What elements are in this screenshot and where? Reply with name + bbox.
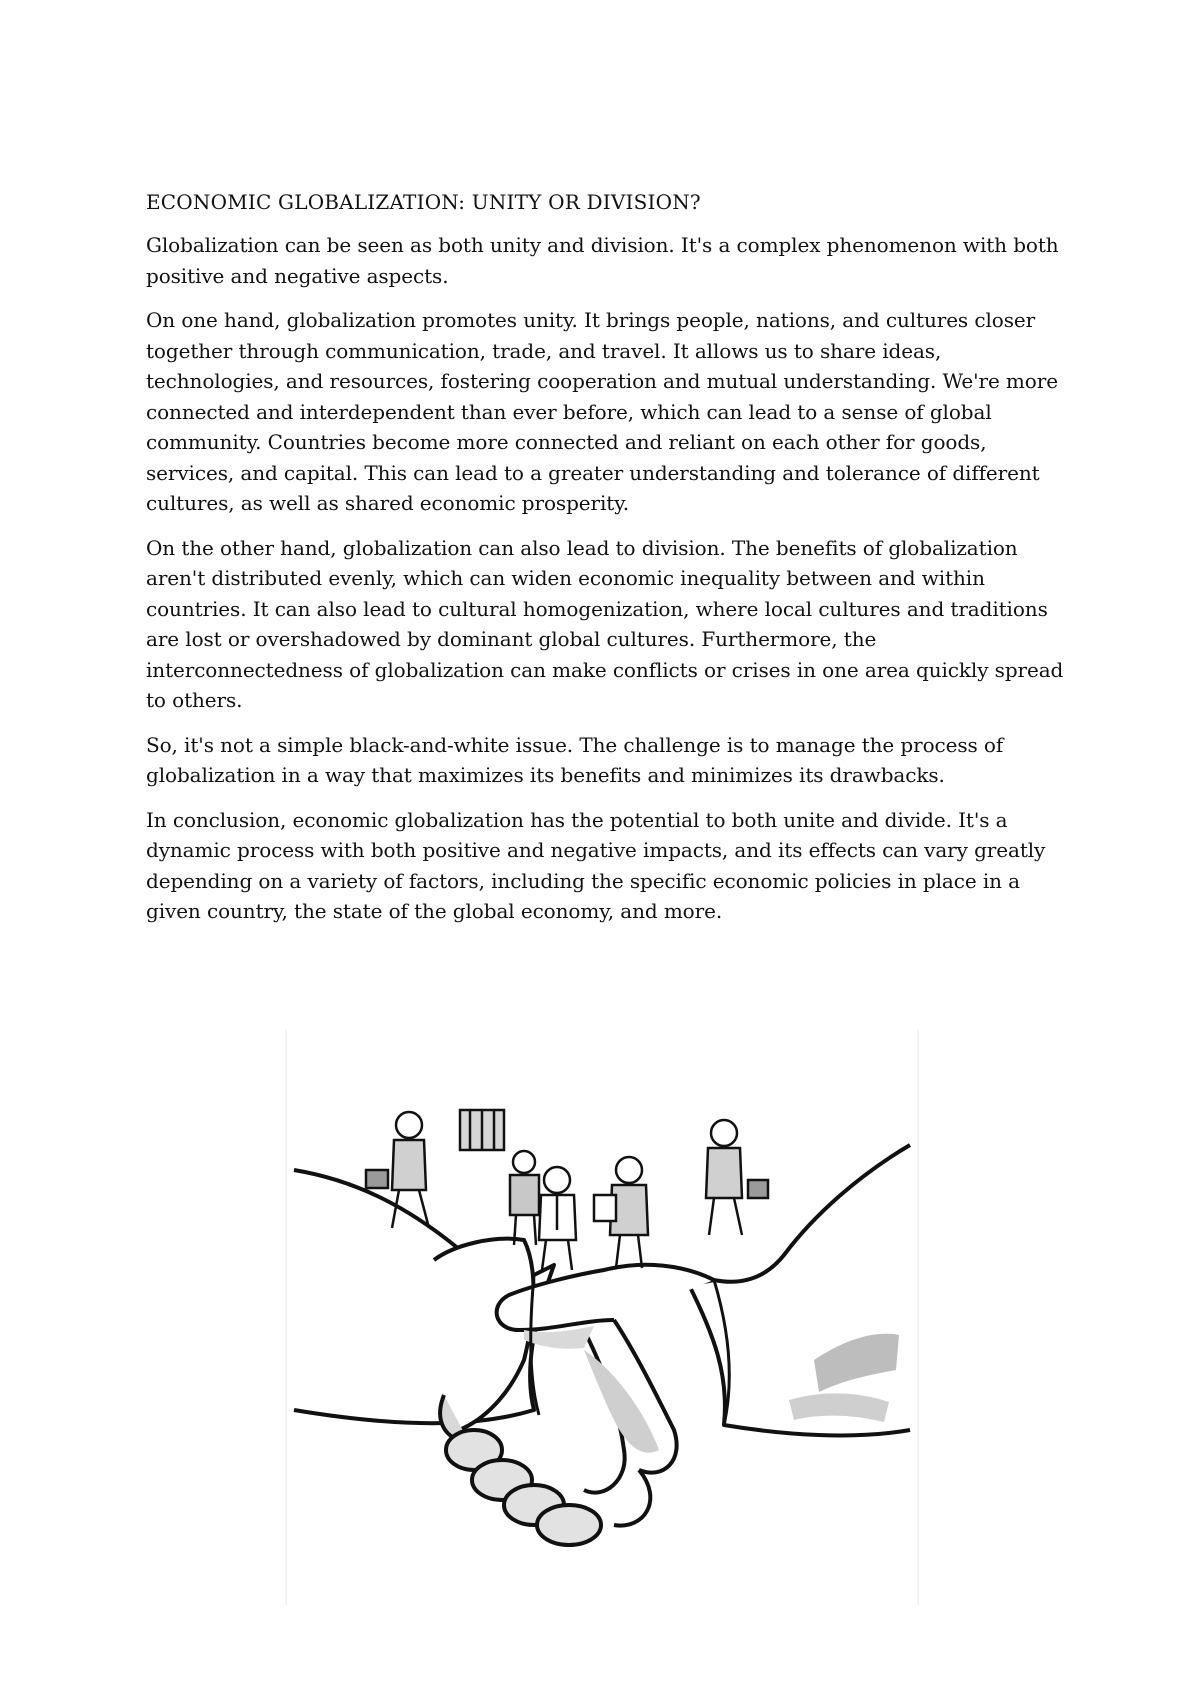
document-body: [146, 188, 1066, 941]
paragraph-division: On the other hand, globalization can also lead to division. The benefits of globalization aren't distributed evenly, which can widen economic inequality between and within countries. It can also lead to cultural homogenization, where local cultures and traditions are lost or overshadowed by dominant global cultures. Furthermore, the interconnectedness of globalization can make conflicts or crises in one area quickly spread to others.: [146, 535, 1064, 712]
handshake-illustration: [284, 1030, 920, 1605]
businessman-figure: [706, 1120, 768, 1235]
paragraph-challenge: So, it's not a simple black-and-white issue. The challenge is to manage the process of globalization in a way that maximizes its benefits and minimizes its drawbacks.: [146, 732, 1004, 787]
businessman-figure: [539, 1167, 576, 1270]
handshake-icon: [284, 1030, 920, 1605]
businessman-figure: [594, 1157, 648, 1268]
businessman-figure: [460, 1110, 539, 1245]
document-title: ECONOMIC GLOBALIZATION: UNITY OR DIVISION?: [146, 190, 701, 214]
paragraph-intro: Globalization can be seen as both unity and division. It's a complex phenomenon with both positive and negative aspects.: [146, 233, 1059, 288]
paragraph-unity: On one hand, globalization promotes unity. It brings people, nations, and cultures closer together through communication, trade, and travel. It allows us to share ideas, technologies, and resources, fostering cooperation and mutual understanding. We're more connected and interdependent than ever before, which can lead to a sense of global community. Countries become more connected and reliant on each other for goods, services, and capital. This can lead to a greater understanding and tolerance of different cultures, as well as shared economic prosperity.: [146, 308, 1058, 515]
paragraph-conclusion: In conclusion, economic globalization has the potential to both unite and divide. It's a dynamic process with both positive and negative impacts, and its effects can vary greatly depending on a variety of factors, including the specific economic policies in place in a given country, the state of the global economy, and more.: [146, 807, 1046, 923]
